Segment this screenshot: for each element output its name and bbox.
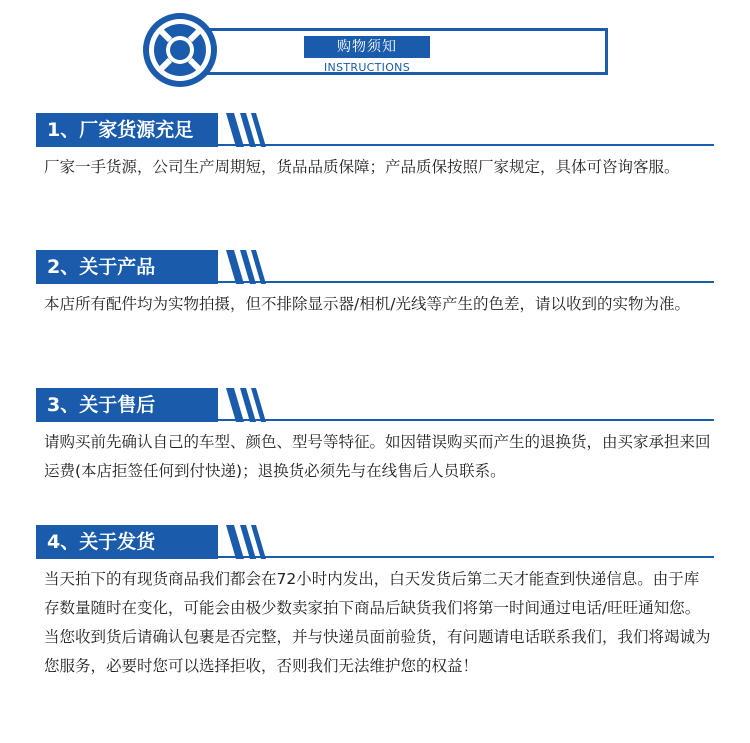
section-banner xyxy=(36,113,276,147)
stripes-decoration xyxy=(226,388,276,422)
section-banner xyxy=(36,250,276,284)
section-body: 本店所有配件均为实物拍摄，但不排除显示器/相机/光线等产生的色差，请以收到的实物为准。 xyxy=(44,295,690,313)
stripes-decoration xyxy=(226,113,276,147)
stripes-decoration xyxy=(226,250,276,284)
section-body: 请购买前先确认自己的车型、颜色、型号等特征。如因错误购买而产生的退换货，由买家承担来回运费(本店拒签任何到付快递)；退换货必须先与在线售后人员联系。 xyxy=(44,433,711,480)
stripes-decoration xyxy=(226,525,276,559)
section-divider xyxy=(36,419,714,421)
section-divider xyxy=(36,281,714,283)
section-heading: 2、关于产品 xyxy=(47,256,156,278)
section-banner xyxy=(36,388,276,422)
section-heading: 4、关于发货 xyxy=(47,531,156,553)
section-banner xyxy=(36,525,276,559)
section-heading: 1、厂家货源充足 xyxy=(47,119,194,141)
section-divider xyxy=(36,144,714,146)
page-subtitle: INSTRUCTIONS xyxy=(324,61,410,74)
section-heading: 3、关于售后 xyxy=(47,394,156,416)
section-divider xyxy=(36,556,714,558)
section-body: 当天拍下的有现货商品我们都会在72小时内发出，白天发货后第二天才能查到快递信息。由于库存数量随时在变化，可能会由极少数卖家拍下商品后缺货我们将第一时间通过电话/旺旺通知您。当您收到货后请确认包裹是否完整，并与快递员面前验货，有问题请电话联系我们，我们将竭诚为您服务，必要时您可以选择拒收，否则我们无法维护您的权益！ xyxy=(44,570,711,675)
page-header xyxy=(0,0,750,100)
page-title: 购物须知 xyxy=(304,36,430,58)
section-body: 厂家一手货源，公司生产周期短，货品品质保障；产品质保按照厂家规定，具体可咨询客服。 xyxy=(44,158,680,176)
